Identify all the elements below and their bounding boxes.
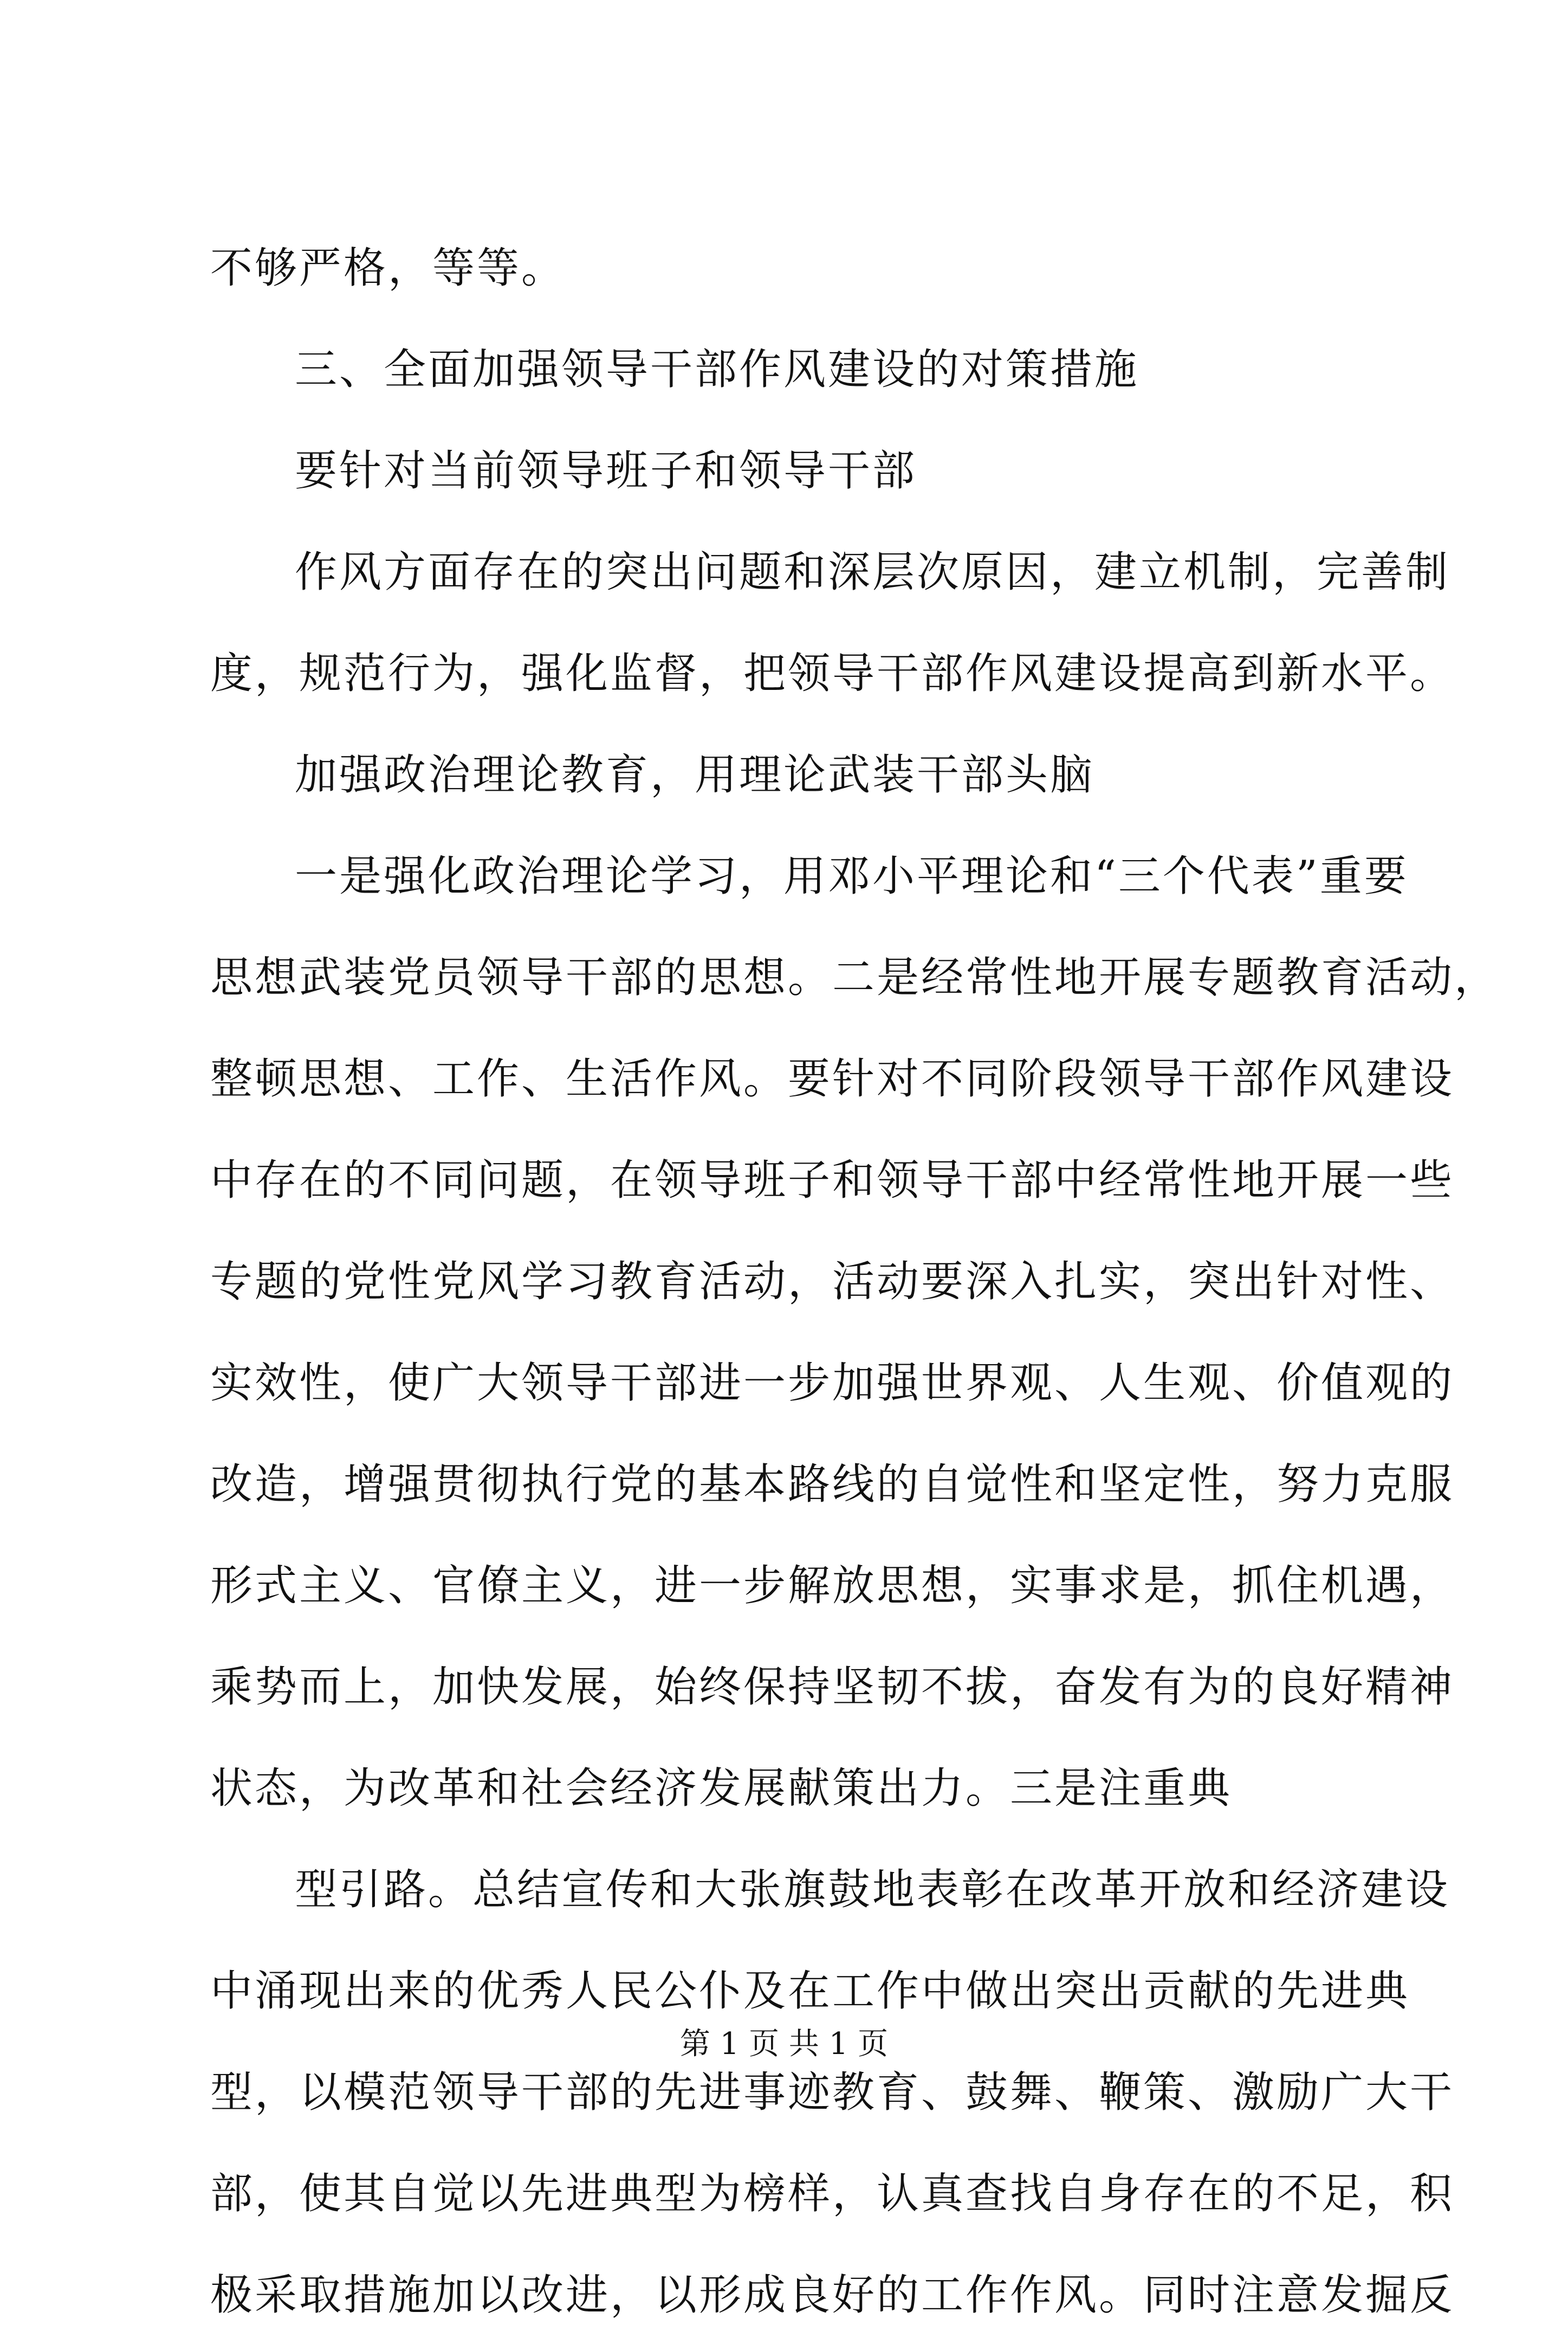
text-line: 整顿思想、工作、生活作风。要针对不同阶段领导干部作风建设	[210, 1055, 1455, 1103]
text-line: 状态，为改革和社会经济发展献策出力。三是注重典	[210, 1764, 1233, 1813]
text-line: 部，使其自觉以先进典型为榜样，认真查找自身存在的不足，积	[210, 2169, 1455, 2218]
text-line: 度，规范行为，强化监督，把领导干部作风建设提高到新水平。	[210, 649, 1455, 698]
text-line: 乘势而上，加快发展，始终保持坚韧不拔，奋发有为的良好精神	[210, 1663, 1455, 1712]
text-line: 中涌现出来的优秀人民公仆及在工作中做出突出贡献的先进典	[210, 1967, 1410, 2016]
text-line: 一是强化政治理论学习，用邓小平理论和“三个代表”重要	[295, 852, 1409, 901]
text-line: 中存在的不同问题，在领导班子和领导干部中经常性地开展一些	[210, 1156, 1455, 1205]
section-heading: 三、全面加强领导干部作风建设的对策措施	[295, 345, 1139, 394]
text-line: 形式主义、官僚主义，进一步解放思想，实事求是，抓住机遇，	[210, 1561, 1455, 1610]
text-line: 思想武装党员领导干部的思想。二是经常性地开展专题教育活动，	[210, 953, 1499, 1002]
text-line: 型引路。总结宣传和大张旗鼓地表彰在改革开放和经济建设	[295, 1865, 1450, 1914]
text-line: 极采取措施加以改进，以形成良好的工作作风。同时注意发掘反	[210, 2271, 1455, 2320]
text-line: 要针对当前领导班子和领导干部	[295, 447, 917, 495]
text-line: 实效性，使广大领导干部进一步加强世界观、人生观、价值观的	[210, 1359, 1455, 1407]
text-line: 型，以模范领导干部的先进事迹教育、鼓舞、鞭策、激励广大干	[210, 2068, 1455, 2117]
page-number-footer: 第 1 页 共 1 页	[679, 2026, 889, 2062]
text-line: 不够严格，等等。	[210, 244, 566, 293]
text-line: 改造，增强贯彻执行党的基本路线的自觉性和坚定性，努力克服	[210, 1460, 1455, 1509]
subsection-heading: 加强政治理论教育，用理论武装干部头脑	[295, 751, 1095, 799]
text-line: 作风方面存在的突出问题和深层次原因，建立机制，完善制	[295, 548, 1450, 597]
text-line: 专题的党性党风学习教育活动，活动要深入扎实，突出针对性、	[210, 1257, 1455, 1306]
